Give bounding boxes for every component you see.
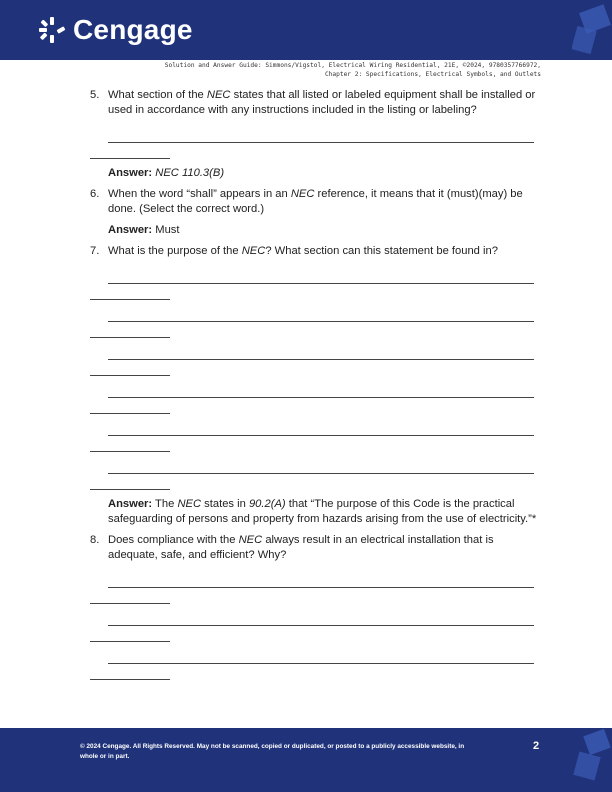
copyright-notice: © 2024 Cengage. All Rights Reserved. May not be scanned, copied or duplicated, or posted to a publicly accessible website, in whole or in part. bbox=[80, 743, 465, 760]
citation-line-1: Solution and Answer Guide: Simmons/Vigstol, Electrical Wiring Residential, 21E, ©2024, 9780357766972, bbox=[164, 62, 541, 69]
nec-emphasis: NEC bbox=[177, 498, 202, 510]
decorative-shapes-icon bbox=[572, 728, 612, 792]
answer-text: The bbox=[152, 498, 178, 510]
answer-blank-line bbox=[90, 263, 540, 301]
nec-emphasis: NEC bbox=[206, 89, 231, 101]
citation-header bbox=[21, 61, 541, 79]
answer-blank-line bbox=[90, 377, 540, 415]
page-number: 2 bbox=[533, 740, 540, 752]
answer-label: Answer: bbox=[108, 498, 153, 510]
answer-blank-line bbox=[90, 122, 540, 160]
brand-name: Cengage bbox=[73, 14, 193, 45]
question-number: 6. bbox=[90, 188, 100, 200]
nec-emphasis: NEC bbox=[241, 245, 266, 257]
question-7 bbox=[90, 244, 540, 259]
question-text: What section of the bbox=[108, 89, 207, 101]
answer-blank-line bbox=[90, 567, 540, 605]
question-content bbox=[90, 88, 540, 681]
answer-label: Answer: bbox=[108, 224, 153, 236]
answer-6 bbox=[90, 223, 540, 238]
nec-emphasis: NEC bbox=[238, 534, 263, 546]
answer-blank-line bbox=[90, 605, 540, 643]
cengage-logo-mark-icon bbox=[37, 15, 67, 45]
answer-blank-line bbox=[90, 643, 540, 681]
question-text: states that all listed or labeled equipment shall be installed or used in accordance with any instructions included in the listing or labeling? bbox=[108, 89, 536, 116]
question-text: reference, it means that it (must)(may) be done. (Select the correct word.) bbox=[108, 188, 523, 215]
answer-text: that “The purpose of this Code is the practical safeguarding of persons and property from hazards arising from the use of electricity.”* bbox=[108, 498, 537, 525]
header-band bbox=[0, 0, 612, 60]
question-text: ? What section can this statement be found in? bbox=[265, 245, 498, 257]
answer-blank-line bbox=[90, 301, 540, 339]
answer-5 bbox=[90, 166, 540, 181]
question-6 bbox=[90, 187, 540, 217]
cengage-logo bbox=[37, 14, 193, 46]
question-text: What is the purpose of the bbox=[108, 245, 242, 257]
answer-7 bbox=[90, 497, 540, 527]
section-reference: 90.2(A) bbox=[248, 498, 286, 510]
citation-line-2: Chapter 2: Specifications, Electrical Symbols, and Outlets bbox=[324, 71, 541, 78]
answer-blank-line bbox=[90, 339, 540, 377]
answer-label: Answer: bbox=[108, 167, 153, 179]
answer-text: states in bbox=[201, 498, 249, 510]
question-number: 8. bbox=[90, 534, 100, 546]
answer-blank-line bbox=[90, 415, 540, 453]
question-8 bbox=[90, 533, 540, 563]
question-text: When the word “shall” appears in an bbox=[108, 188, 291, 200]
answer-text: Must bbox=[155, 224, 180, 236]
question-text: Does compliance with the bbox=[108, 534, 239, 546]
question-number: 7. bbox=[90, 245, 100, 257]
nec-emphasis: NEC bbox=[290, 188, 315, 200]
question-text: always result in an electrical installation that is adequate, safe, and efficient? Why? bbox=[108, 534, 494, 561]
decorative-shapes-icon bbox=[572, 0, 612, 60]
answer-text: NEC 110.3(B) bbox=[155, 167, 225, 179]
answer-blank-line bbox=[90, 453, 540, 491]
question-5 bbox=[90, 88, 540, 118]
question-number: 5. bbox=[90, 89, 100, 101]
